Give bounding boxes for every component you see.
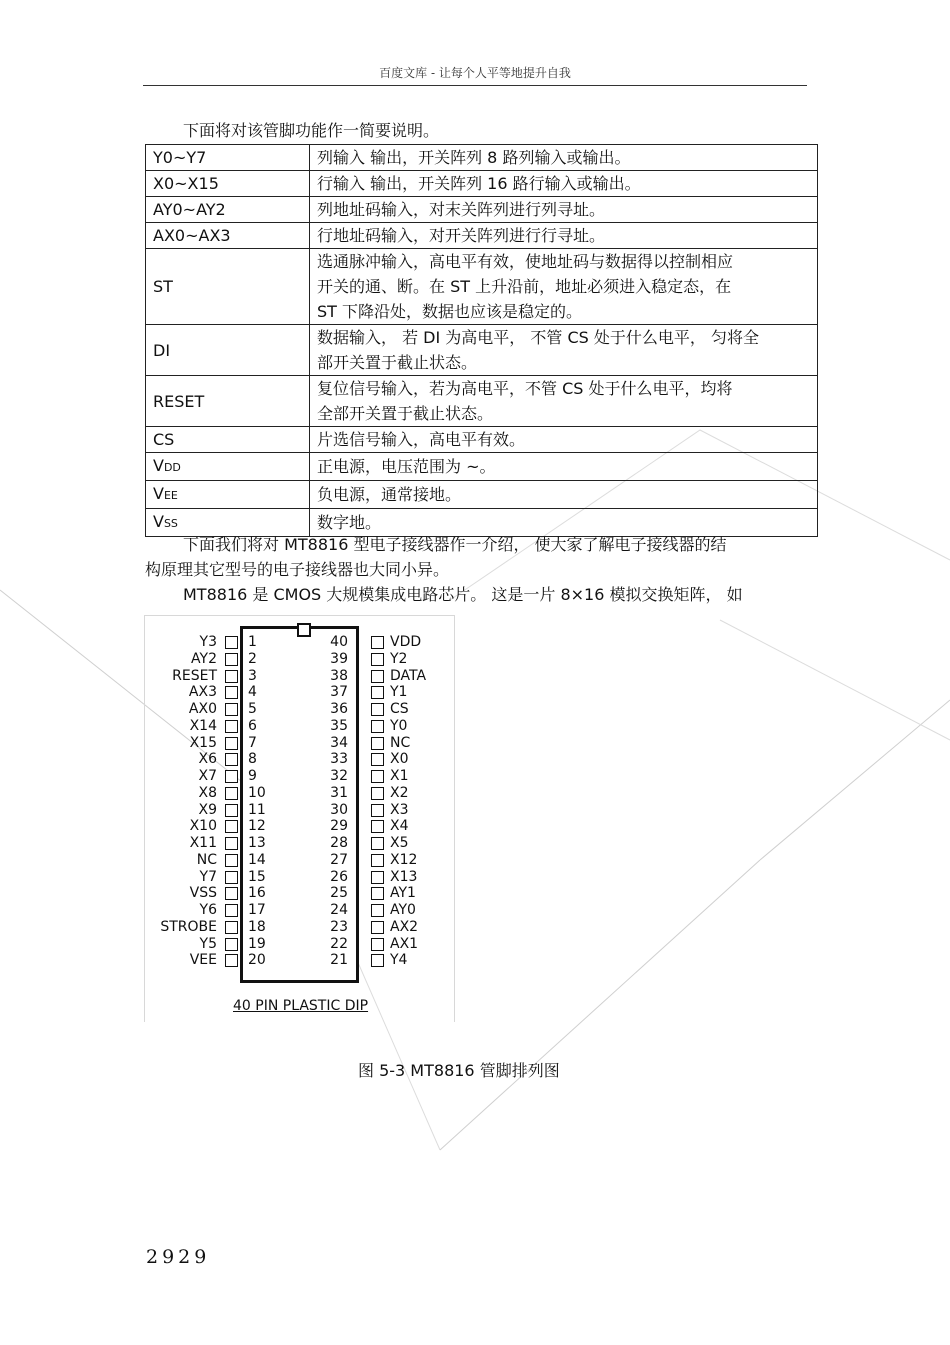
pin-label: X7 [198, 768, 217, 784]
pin-name: RESET [153, 391, 205, 411]
pin-pad [225, 871, 238, 884]
pin-label: AX0 [188, 701, 217, 717]
pin-pad [225, 887, 238, 900]
pin-pad [225, 921, 238, 934]
pin-label: DATA [390, 667, 427, 684]
pin-label: X3 [390, 801, 409, 818]
pin-description-line: 部开关置于截止状态。 [317, 353, 478, 372]
pin-label: X11 [189, 835, 217, 851]
pin-table-row [146, 481, 818, 509]
pin-number: 36 [330, 701, 348, 717]
pin-name: ST [153, 277, 173, 296]
pin-pad [225, 686, 238, 699]
pin-table-row [146, 453, 818, 481]
pin-label: X6 [198, 751, 217, 768]
pin-label: Y2 [390, 650, 408, 667]
pin-name-cell [146, 481, 310, 509]
pin-number: 28 [330, 835, 348, 851]
pin-number: 11 [248, 801, 266, 818]
pin-label: AX3 [188, 684, 217, 701]
pin-pad [371, 787, 384, 800]
chip-notch [297, 623, 311, 637]
pin-label: X8 [198, 784, 217, 801]
pin-number: 40 [330, 634, 348, 650]
pin-label: NC [196, 851, 217, 868]
pin-number: 20 [248, 952, 266, 969]
pin-pad [225, 703, 238, 716]
mt8816-desc-line: MT8816 是 CMOS 大规模集成电路芯片。 这是一片 8×16 模拟交换矩阵， 如 [183, 585, 743, 604]
pin-description-line: 复位信号输入，若为高电平，不管 CS 处于什么电平，均将 [317, 379, 733, 398]
pin-description-line: 正电源，电压范围为 ~。 [317, 457, 496, 476]
pin-description-line: 数字地。 [317, 513, 382, 532]
pin-pad [371, 737, 384, 750]
intro-paragraph: 下面将对该管脚功能作一简要说明。 [183, 121, 440, 140]
pin-pad [371, 636, 384, 649]
pin-name: V [153, 456, 164, 475]
page-number: 2929 [146, 1246, 211, 1268]
pin-pad [225, 938, 238, 951]
pin-pad [225, 770, 238, 783]
pin-number: 7 [248, 734, 257, 751]
pin-pad [225, 804, 238, 817]
pin-pad [371, 837, 384, 850]
pin-name: CS [153, 430, 175, 449]
pin-description-line: 行地址码输入，对开关阵列进行行寻址。 [317, 226, 606, 245]
pin-name: AX0~AX3 [153, 226, 231, 245]
pin-number: 9 [248, 768, 257, 784]
mt8816-intro-line-1: 下面我们将对 MT8816 型电子接线器作一介绍， 使大家了解电子接线器的结 [183, 535, 727, 554]
package-label: 40 PIN PLASTIC DIP [233, 998, 369, 1014]
pin-table-row [146, 171, 818, 197]
page-header: 百度文库 - 让每个人平等地提升自我 [379, 66, 571, 80]
pin-number: 33 [330, 751, 348, 768]
pin-label: AY0 [390, 902, 416, 918]
pin-label: Y5 [199, 935, 217, 952]
pin-description-cell [310, 376, 818, 427]
pin-table-row [146, 145, 818, 171]
pin-pad [371, 770, 384, 783]
pin-table-row [146, 376, 818, 427]
pin-label: CS [390, 701, 409, 717]
pin-pad [371, 938, 384, 951]
pin-description-cell [310, 197, 818, 223]
pin-label: X4 [390, 818, 409, 835]
pin-pad [225, 854, 238, 867]
pin-label: AY1 [390, 885, 416, 902]
pin-number: 15 [248, 868, 266, 885]
pin-table-row [146, 325, 818, 376]
pin-label: X9 [198, 801, 217, 818]
pin-number: 2 [248, 650, 257, 667]
pin-pad [371, 854, 384, 867]
pin-label: Y1 [390, 684, 408, 701]
pin-label: X5 [390, 835, 409, 851]
figure-caption: 图 5-3 MT8816 管脚排列图 [358, 1061, 560, 1080]
pin-pad [371, 804, 384, 817]
pin-pad [225, 787, 238, 800]
pin-number: 6 [248, 717, 257, 734]
pin-description-cell [310, 325, 818, 376]
pin-name: X0~X15 [153, 174, 219, 193]
pin-description-line: 列地址码输入，对末关阵列进行列寻址。 [317, 200, 606, 219]
pin-number: 35 [330, 717, 348, 734]
pin-description-line: 列输入 输出，开关阵列 8 路列输入或输出。 [317, 148, 631, 167]
pin-name-cell [146, 171, 310, 197]
pin-name-cell [146, 453, 310, 481]
pin-name-subscript: DD [163, 461, 181, 474]
pin-pad [371, 670, 384, 683]
header-rule [143, 85, 807, 86]
pin-pad [371, 703, 384, 716]
pin-number: 13 [248, 835, 266, 851]
pin-pad [371, 820, 384, 833]
pin-label: AX1 [390, 935, 419, 952]
pin-function-table [145, 144, 818, 537]
pin-label: X1 [390, 768, 409, 784]
pin-number: 14 [248, 851, 266, 868]
pin-label: AY2 [191, 650, 217, 667]
pin-table-row [146, 427, 818, 453]
pin-label: X15 [189, 734, 217, 751]
pin-description-cell [310, 481, 818, 509]
pin-table-row [146, 223, 818, 249]
pin-number: 17 [248, 902, 266, 918]
pin-table-row [146, 249, 818, 325]
pin-pad [225, 720, 238, 733]
pin-pad [225, 670, 238, 683]
pin-number: 25 [330, 885, 348, 902]
pin-number: 24 [330, 902, 348, 918]
pin-label: RESET [172, 667, 217, 684]
pin-description-line: 行输入 输出，开关阵列 16 路行输入或输出。 [317, 174, 641, 193]
pin-number: 10 [248, 784, 266, 801]
pin-description-line: 负电源，通常接地。 [317, 485, 462, 504]
pin-name: V [153, 484, 164, 503]
pin-label: Y3 [199, 634, 217, 650]
pin-pad [225, 636, 238, 649]
pin-description-line: 选通脉冲输入，高电平有效，使地址码与数据得以控制相应 [317, 252, 734, 271]
pin-number: 1 [248, 634, 257, 650]
pin-number: 39 [330, 650, 348, 667]
pin-description-cell [310, 427, 818, 453]
pin-description-cell [310, 249, 818, 325]
pin-pad [225, 753, 238, 766]
pin-label: X10 [189, 818, 217, 835]
pin-number: 31 [330, 784, 348, 801]
pin-label: VDD [390, 634, 422, 650]
pin-number: 23 [330, 918, 348, 935]
pin-description-cell [310, 171, 818, 197]
pin-number: 32 [330, 768, 348, 784]
pin-name-cell [146, 249, 310, 325]
pin-pad [225, 837, 238, 850]
pin-pad [371, 653, 384, 666]
pin-pad [225, 904, 238, 917]
pinout-diagram [144, 615, 455, 1022]
pin-pad [371, 753, 384, 766]
pin-number: 34 [330, 734, 348, 751]
pin-label: VSS [189, 885, 217, 902]
pin-name-subscript: SS [163, 517, 178, 530]
pin-number: 21 [330, 952, 348, 969]
pin-name: V [153, 512, 164, 531]
pin-description-cell [310, 145, 818, 171]
pin-label: VEE [189, 952, 217, 969]
pin-pad [225, 820, 238, 833]
pin-pad [371, 871, 384, 884]
pin-name: AY0~AY2 [153, 200, 226, 219]
pin-name: DI [153, 340, 171, 360]
pin-number: 4 [248, 684, 257, 701]
pin-pad [371, 887, 384, 900]
pin-description-line: 全部开关置于截止状态。 [317, 404, 494, 423]
pin-label: X12 [390, 851, 418, 868]
pin-label: X14 [189, 717, 217, 734]
pin-number: 27 [330, 851, 348, 868]
pin-label: AX2 [390, 918, 419, 935]
pin-description-line: 片选信号输入，高电平有效。 [317, 430, 526, 449]
pin-name-cell [146, 145, 310, 171]
pin-pad [225, 954, 238, 967]
pin-description-cell [310, 223, 818, 249]
pin-label: X0 [390, 751, 409, 768]
pin-label: NC [390, 734, 411, 751]
pin-number: 16 [248, 885, 266, 902]
pin-pad [371, 686, 384, 699]
pin-description-line: 数据输入， 若 DI 为高电平， 不管 CS 处于什么电平， 匀将全 [317, 328, 759, 347]
pin-name-cell [146, 197, 310, 223]
pin-pad [225, 737, 238, 750]
pin-number: 37 [330, 684, 348, 701]
pin-label: X13 [390, 868, 418, 885]
pin-pad [225, 653, 238, 666]
pin-number: 38 [330, 667, 348, 684]
pin-number: 5 [248, 701, 257, 717]
pin-pad [371, 904, 384, 917]
pin-pad [371, 921, 384, 934]
pin-number: 19 [248, 935, 266, 952]
pin-name-cell [146, 427, 310, 453]
pin-name: Y0~Y7 [153, 148, 207, 167]
pin-number: 22 [330, 935, 348, 952]
pin-description-line: ST 下降沿处，数据也应该是稳定的。 [317, 302, 583, 321]
pin-number: 3 [248, 667, 257, 684]
pin-number: 18 [248, 918, 266, 935]
pin-number: 29 [330, 818, 348, 835]
pin-description-cell [310, 453, 818, 481]
pin-name-subscript: EE [163, 489, 178, 502]
pin-name-cell [146, 376, 310, 427]
pin-label: Y4 [390, 952, 408, 969]
mt8816-intro-line-2: 构原理其它型号的电子接线器也大同小异。 [145, 560, 450, 579]
pin-label: STROBE [160, 918, 217, 935]
pin-table-row [146, 197, 818, 223]
pin-description-line: 开关的通、断。在 ST 上升沿前，地址必须进入稳定态，在 [317, 277, 732, 296]
pin-pad [371, 720, 384, 733]
pin-name-cell [146, 223, 310, 249]
pin-number: 8 [248, 751, 257, 768]
pin-label: Y6 [199, 902, 217, 918]
pin-label: X2 [390, 784, 409, 801]
pin-pad [371, 954, 384, 967]
pin-label: Y0 [390, 717, 408, 734]
pin-label: Y7 [199, 868, 217, 885]
pin-number: 26 [330, 868, 348, 885]
pin-number: 30 [330, 801, 348, 818]
pin-name-cell [146, 325, 310, 376]
pin-number: 12 [248, 818, 266, 835]
